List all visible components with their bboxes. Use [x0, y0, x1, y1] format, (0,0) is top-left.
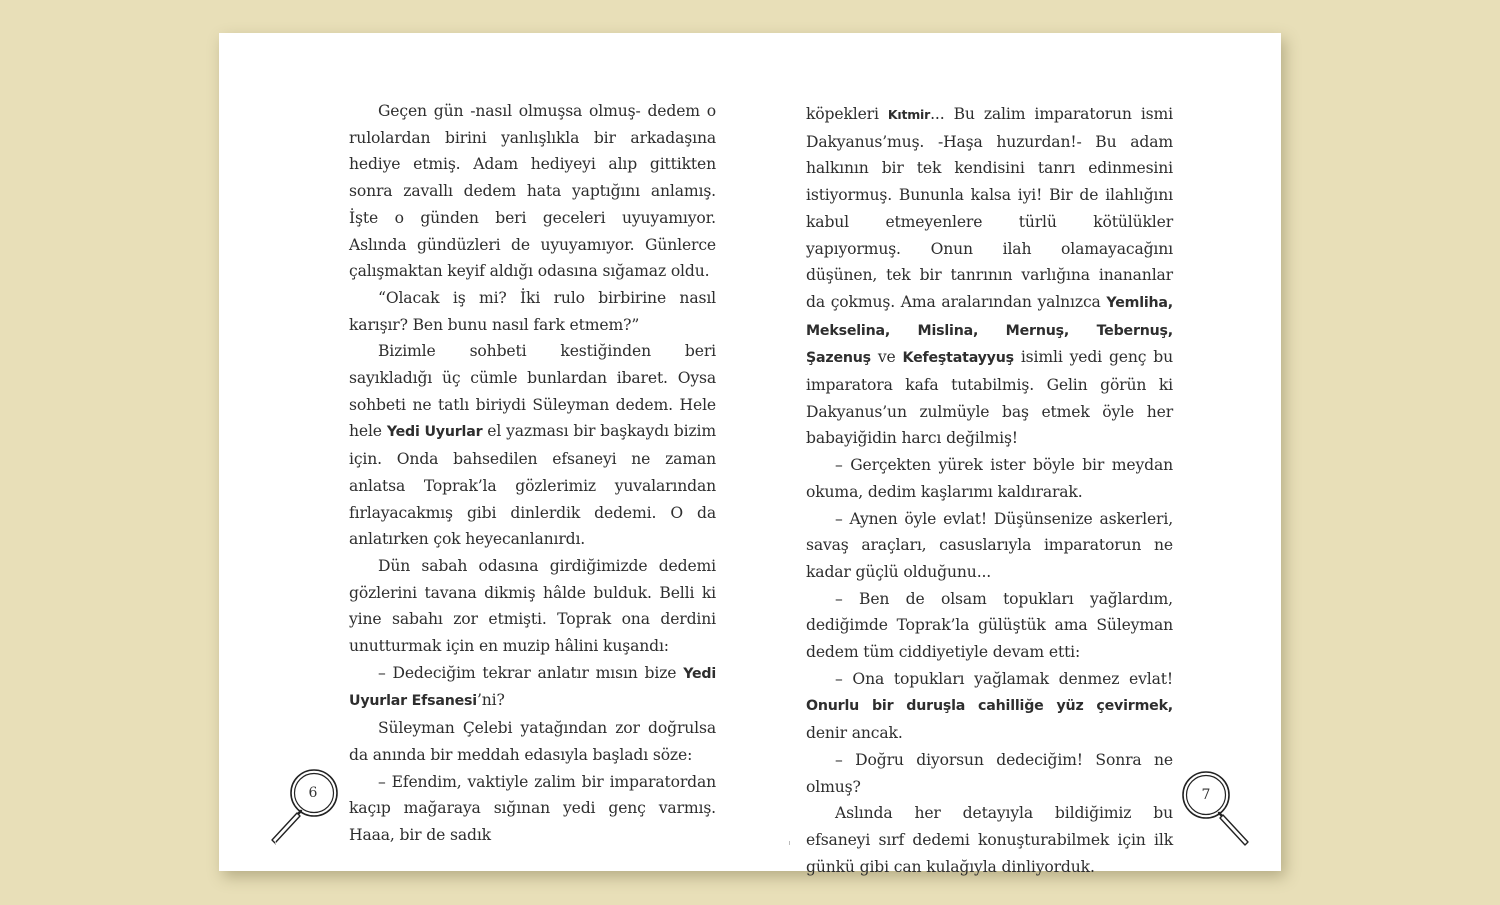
bold-term: Kıtmir: [887, 107, 931, 122]
paragraph: köpekleri Kıtmir... Bu zalim imparatorun ismi Dakyanus’muş. -Haşa huzurdan!- Bu adam halkının bir tek kendisini tanrı edinmesini istiyormuş. Bununla kalsa iyi! Bir de ilahlığını kabul etmeyenlere türlü kötülükler yapıyormuş. Onun ilah olamayacağını düşünen, tek bir tanrının varlığına inananlar da çokmuş. Ama aralarından yalnızca Yemliha, Mekselina, Mislina, Mernuş, Tebernuş, Şazenuş ve Kefeştatayyuş isimli yedi genç bu imparatora kafa tutabilmiş. Gelin görün ki Dakyanus’un zulmüyle baş etmek öyle her babayiğidin harcı değilmiş!: [806, 105, 1173, 448]
left-page-text: [349, 98, 716, 849]
bold-term: Yedi Uyurlar: [386, 424, 483, 441]
book-spread: [219, 33, 1281, 876]
paragraph: – Aynen öyle evlat! Düşünsenize askerleri, savaş araçları, casuslarıyla imparatorun ne kadar güçlü olduğunu...: [806, 509, 1173, 581]
bold-term: Kefeştatayyuş: [902, 350, 1014, 367]
right-page-text: [806, 101, 1173, 880]
paragraph: – Efendim, vaktiyle zalim bir imparatordan kaçıp mağaraya sığınan yedi genç varmış. Haaa, bir de sadık: [349, 772, 716, 844]
paragraph: – Doğru diyorsun dedeciğim! Sonra ne olmuş?: [806, 750, 1173, 796]
paragraph: Süleyman Çelebi yatağından zor doğrulsa da anında bir meddah edasıyla başladı söze:: [349, 719, 716, 764]
paragraph: Aslında her detayıyla bildiğimiz bu efsaneyi sırf dedemi konuşturabilmek için ilk günkü gibi can kulağıyla dinliyorduk.: [806, 804, 1173, 876]
crop-mark: [789, 841, 790, 845]
paragraph: Geçen gün -nasıl olmuşsa olmuş- dedem o rulolardan birini yanlışlıkla bir arkadaşına hediye etmiş. Adam hediyeyi alıp gittikten sonra zavallı dedem hata yaptığını anlamış. İşte o günden beri geceleri uyuyamıyor. Aslında gündüzleri de uyuyamıyor. Günlerce çalışmaktan keyif aldığı odasına sığamaz oldu.: [349, 102, 716, 281]
paragraph: “Olacak iş mi? İki rulo birbirine nasıl karışır? Ben bunu nasıl fark etmem?”: [349, 288, 716, 334]
magnifying-glass-icon: [267, 768, 347, 848]
paragraph: – Gerçekten yürek ister böyle bir meydan okuma, dedim kaşlarımı kaldırarak.: [806, 456, 1173, 501]
paragraph: – Ben de olsam topukları yağlardım, dediğimde Toprak’la gülüştük ama Süleyman dedem tüm ciddiyetiyle devam etti:: [806, 589, 1173, 662]
paragraph: – Dedeciğim tekrar anlatır mısın bize Yedi Uyurlar Efsanesi’ni?: [349, 663, 716, 710]
paragraph: Bizimle sohbeti kestiğinden beri sayıkladığı üç cümle bunlardan ibaret. Oysa sohbeti ne tatlı biriydi Süleyman dedem. Hele hele Yedi Uyurlar el yazması bir başkaydı bizim için. Onda bahsedilen efsaneyi ne zaman anlatsa Toprak’la gözlerimiz yuvalarından fırlayacakmış gibi dinlerdik dedemi. O da anlatırken çok heyecanlanırdı.: [349, 342, 716, 549]
paragraph: Dün sabah odasına girdiğimizde dedemi gözlerini tavana dikmiş hâlde bulduk. Belli ki yine sabahı zor etmişti. Toprak ona derdini unutturmak için en muzip hâlini kuşandı:: [349, 556, 716, 656]
page-number: 7: [1201, 787, 1211, 803]
page-number: 6: [308, 785, 318, 801]
paragraph: – Ona topukları yağlamak denmez evlat! Onurlu bir duruşla cahilliğe yüz çevirmek, denir ancak.: [806, 669, 1173, 743]
crop-mark: [275, 841, 276, 845]
bold-term: Yemliha, Mekselina, Mislina, Mernuş, Tebernuş, Şazenuş: [806, 294, 1173, 367]
bold-term: Onurlu bir duruşla cahilliğe yüz çevirmek,: [806, 698, 1173, 715]
magnifying-glass-icon: [1181, 770, 1261, 850]
bold-term: Yedi Uyurlar Efsanesi: [349, 665, 716, 710]
